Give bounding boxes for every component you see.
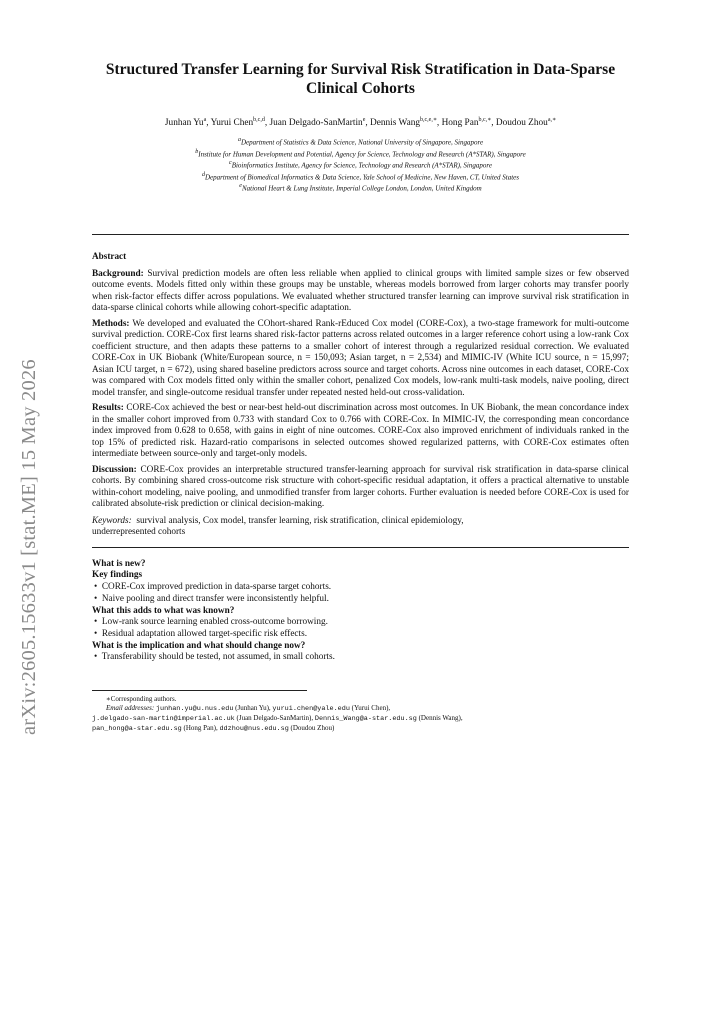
title-line-1: Structured Transfer Learning for Survival Risk Stratification in Data-Sparse: [105, 61, 616, 78]
methods-text: We developed and evaluated the COhort-shared Rank-rEduced Cox model (CORE-Cox), a two-stage framework for multi-outcome survival prediction. CORE-Cox first learns shared risk-factor patterns across related outcomes in a larger reference cohort using a low-rank Cox coefficient structure, and then adapts these patterns to a smaller cohort of interest through a regularized residual correction. We evaluated CORE-Cox in UK Biobank (White/European source, n = 150,093; Asian target, n = 2,534) and MIMIC-IV (White ICU source, n = 15,997; Asian ICU target, n = 672), using shared baseline predictors across source and target cohorts. Across nine outcomes in each dataset, CORE-Cox was compared with Cox models fitted only within the smaller cohort, penalized Cox models, low-rank multi-task models, naive pooling, direct model transfer, and single-outcome residual transfer under repeated nested held-out cross-validation.: [92, 318, 629, 398]
what-is-new-heading: What is new?: [92, 558, 146, 569]
abstract-background: [92, 269, 629, 315]
keywords-divider: [92, 547, 629, 548]
footnote: [92, 695, 629, 734]
affiliation-sup: e: [239, 183, 242, 190]
email-owner: (Dennis Wang): [418, 714, 461, 723]
keywords-line-2: underrepresented cohorts: [92, 527, 186, 538]
implication-heading: What is the implication and what should change now?: [92, 640, 306, 651]
affiliation-text: Department of Biomedical Informatics & Data Science, Yale School of Medicine, New Haven, CT, United States: [205, 173, 519, 182]
background-text: Survival prediction models are often less reliable when applied to clinical groups with limited sample sizes or few observed outcome events. Models fitted only within these groups may be unstable, whereas models borrowed from larger cohorts may transfer poorly when risk-factor effects differ across populations. We evaluated whether structured transfer learning can improve survival risk stratification in data-sparse clinical cohorts while allowing cohort-specific adaptation.: [92, 268, 630, 314]
abstract-results: [92, 403, 629, 461]
abstract-discussion: [92, 465, 629, 511]
top-divider: [92, 234, 629, 235]
methods-label: Methods:: [92, 318, 130, 329]
background-label: Background:: [92, 268, 144, 279]
results-text: CORE-Cox achieved the best or near-best held-out discrimination across most outcomes. In UK Biobank, the mean concordance index in the smaller cohort improved from 0.733 with standard Cox to 0.766 with CORE-Cox. In MIMIC-IV, the corresponding mean concordance index improved from 0.628 to 0.658, with gains in eight of nine outcomes. CORE-Cox also improved enrichment of individuals ranked in the top 15% of predicted risk. Hazard-ratio comparisons in selected outcomes showed regularized patterns, with CORE-Cox estimates often intermediate between source-only and target-only models.: [92, 403, 629, 460]
results-label: Results:: [92, 403, 124, 414]
author-sup: b,c,e,∗: [420, 117, 437, 123]
affiliation-text: Institute for Human Development and Potential, Agency for Science, Technology and Research (A*STAR), Singapore: [198, 149, 526, 158]
finding-text: Naive pooling and direct transfer were inconsistently helpful.: [101, 593, 329, 604]
author: Doudou Zhou: [495, 118, 548, 129]
affiliation-sup: a: [237, 137, 241, 144]
list-item: • CORE-Cox improved prediction in data-sparse target cohorts.: [94, 582, 332, 593]
email-owner: (Yurui Chen): [351, 704, 389, 713]
author-sup: b,c,d: [253, 117, 265, 123]
implication-text: Transferability should be tested, not assumed, in small cohorts.: [101, 652, 335, 663]
affiliation-text: Department of Statistics & Data Science, National University of Singapore, Singapore: [240, 138, 484, 147]
adds-text: Low-rank source learning enabled cross-outcome borrowing.: [101, 617, 328, 628]
author: Juan Delgado-SanMartin: [269, 118, 363, 129]
paper-title: [92, 60, 629, 98]
email-line-3: pan_hong@a-star.edu.sg (Hong Pan), ddzhou@nus.edu.sg (Doudou Zhou): [92, 724, 335, 734]
title-line-2: Clinical Cohorts: [306, 80, 415, 97]
author: Junhan Yu: [164, 118, 204, 129]
author-sup: a,∗: [547, 117, 557, 123]
author-sup: a: [203, 117, 207, 123]
email-label: Email addresses:: [106, 704, 155, 713]
abstract-heading: Abstract: [92, 250, 127, 261]
affiliation: [92, 148, 629, 160]
keywords-label: Keywords:: [92, 515, 132, 526]
finding-text: CORE-Cox improved prediction in data-sparse target cohorts.: [101, 582, 332, 593]
email-link[interactable]: Dennis_Wang@a-star.edu.sg: [314, 715, 417, 724]
footnote-divider: [92, 690, 307, 691]
email-link[interactable]: j.delgado-san-martin@imperial.ac.uk: [92, 715, 235, 724]
what-is-new-box: [92, 559, 629, 664]
author-list: Junhan Yu$^a$, Yurui Chen$^{b,c,d}$, Juan Delgado-SanMartin$^e$, Dennis Wang$^{b,c,e,∗}$, Hong Pan$^{b,c,∗}$, Doudou Zhou$^{a,∗}$: [164, 117, 557, 129]
author-sup: b,c,∗: [478, 117, 492, 123]
email-link[interactable]: junhan.yu@u.nus.edu: [155, 705, 234, 714]
adds-heading: What this adds to what was known?: [92, 605, 235, 616]
adds-text: Residual adaptation allowed target-specific risk effects.: [101, 628, 308, 639]
author: Yurui Chen: [210, 118, 254, 129]
discussion-text: CORE-Cox provides an interpretable structured transfer-learning approach for survival risk stratification in data-sparse clinical cohorts. By combining shared cross-outcome risk structure with cohort-specific residual adaptation, it offers a practical alternative to unstable within-cohort modeling, naive pooling, and unmodified transfer from larger cohorts. Further evaluation is needed before CORE-Cox is used for calibrated absolute-risk prediction or clinical decision-making.: [92, 464, 629, 510]
affiliation-sup: c: [229, 160, 232, 167]
keywords-line-1: survival analysis, Cox model, transfer learning, risk stratification, clinical epidemiology,: [136, 515, 464, 526]
list-item: • Transferability should be tested, not assumed, in small cohorts.: [94, 652, 335, 663]
affiliation-sup: d: [202, 171, 205, 178]
affiliation-sup: b: [195, 148, 199, 155]
author: Dennis Wang: [370, 118, 420, 129]
author: Hong Pan: [441, 118, 479, 129]
list-item: • Low-rank source learning enabled cross-outcome borrowing.: [94, 617, 328, 628]
email-owner: (Junhan Yu): [235, 704, 269, 713]
affiliation-list: [92, 136, 629, 194]
affiliation: [92, 136, 629, 148]
affiliation: [92, 171, 629, 183]
affiliation: [92, 159, 629, 171]
affiliation: [92, 182, 629, 194]
author-sup: e: [362, 117, 366, 123]
keywords: [92, 516, 629, 539]
key-findings-heading: Key findings: [92, 570, 143, 581]
email-link[interactable]: yurui.chen@yale.edu: [272, 705, 350, 714]
email-link[interactable]: pan_hong@a-star.edu.sg: [92, 725, 182, 734]
affiliation-text: National Heart & Lung Institute, Imperial College London, London, United Kingdom: [241, 184, 482, 193]
affiliation-text: Bioinformatics Institute, Agency for Science, Technology and Research (A*STAR), Singapore: [231, 161, 492, 170]
list-item: • Naive pooling and direct transfer were inconsistently helpful.: [94, 593, 329, 604]
paper-page: [92, 60, 629, 734]
email-owner: (Juan Delgado-SanMartin): [236, 714, 312, 723]
email-owner: (Doudou Zhou): [290, 724, 335, 733]
discussion-label: Discussion:: [92, 464, 137, 475]
arxiv-stamp: arXiv:2605.15633v1 [stat.ME] 15 May 2026: [18, 359, 40, 735]
email-line-2: j.delgado-san-martin@imperial.ac.uk (Juan Delgado-SanMartin), Dennis_Wang@a-star.edu.sg (Dennis Wang),: [92, 714, 463, 724]
email-line-1: Email addresses: junhan.yu@u.nus.edu (Junhan Yu), yurui.chen@yale.edu (Yurui Chen),: [106, 704, 391, 714]
corresponding-note: ∗Corresponding authors.: [106, 695, 177, 704]
list-item: • Residual adaptation allowed target-specific risk effects.: [94, 628, 308, 639]
email-owner: (Hong Pan): [183, 724, 216, 733]
abstract-methods: [92, 319, 629, 400]
email-link[interactable]: ddzhou@nus.edu.sg: [219, 725, 289, 734]
